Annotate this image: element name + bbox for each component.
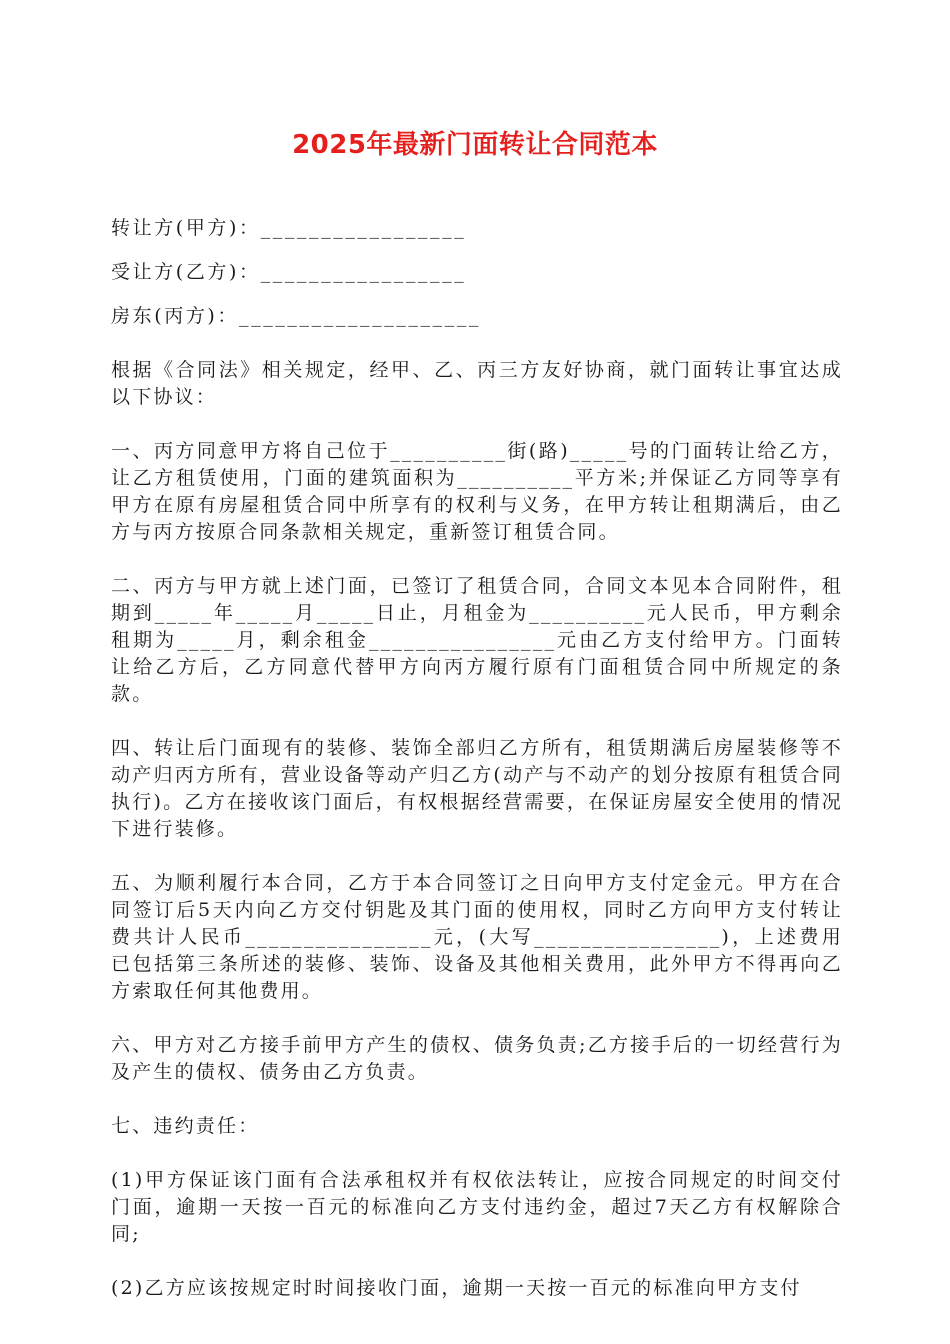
clause-7-item-2: (2)乙方应该按规定时时间接收门面，逾期一天按一百元的标准向甲方支付 — [111, 1277, 802, 1299]
document-title: 2025年最新门面转让合同范本 — [292, 130, 658, 160]
preamble-paragraph: 根据《合同法》相关规定，经甲、乙、丙三方友好协商，就门面转让事宜达成以下协议： — [111, 359, 843, 408]
clause-4-paragraph: 四、转让后门面现有的装修、装饰全部归乙方所有，租赁期满后房屋装修等不动产归丙方所有，营业设备等动产归乙方(动产与不动产的划分按原有租赁合同执行)。乙方在接收该门面后，有权根据经营需要，在保证房屋安全使用的情况下进行装修。 — [111, 737, 843, 840]
clause-6-paragraph: 六、甲方对乙方接手前甲方产生的债权、债务负责;乙方接手后的一切经营行为及产生的债权、债务由乙方负责。 — [111, 1034, 843, 1083]
clause-1-paragraph: 一、丙方同意甲方将自己位于__________街(路)_____号的门面转让给乙方，让乙方租赁使用，门面的建筑面积为__________平方米;并保证乙方同等享有甲方在原有房屋租赁合同中所享有的权利与义务，在甲方转让租期满后，由乙方与丙方按原合同条款相关规定，重新签订租赁合同。 — [111, 440, 843, 543]
clause-5-paragraph: 五、为顺利履行本合同，乙方于本合同签订之日向甲方支付定金元。甲方在合同签订后5天内向乙方交付钥匙及其门面的使用权，同时乙方向甲方支付转让费共计人民币________________元，(大写________________)，上述费用已包括第三条所述的装修、装饰、设备及其他相关费用，此外甲方不得再向乙方索取任何其他费用。 — [111, 872, 843, 1002]
transferor-field: 转让方(甲方)：_________________ — [111, 217, 467, 239]
clause-2-paragraph: 二、丙方与甲方就上述门面，已签订了租赁合同，合同文本见本合同附件，租期到_____年_____月_____日止，月租金为__________元人民币，甲方剩余租期为_____月，剩余租金________________元由乙方支付给甲方。门面转让给乙方后，乙方同意代替甲方向丙方履行原有门面租赁合同中所规定的条款。 — [111, 575, 843, 705]
document-body — [111, 215, 843, 1329]
landlord-field: 房东(丙方)：____________________ — [111, 305, 482, 327]
clause-7-heading: 七、违约责任： — [111, 1115, 260, 1137]
transferee-field: 受让方(乙方)：_________________ — [111, 261, 467, 283]
clause-7-item-1: (1)甲方保证该门面有合法承租权并有权依法转让，应按合同规定的时间交付门面，逾期一天按一百元的标准向乙方支付违约金，超过7天乙方有权解除合同; — [111, 1169, 843, 1245]
